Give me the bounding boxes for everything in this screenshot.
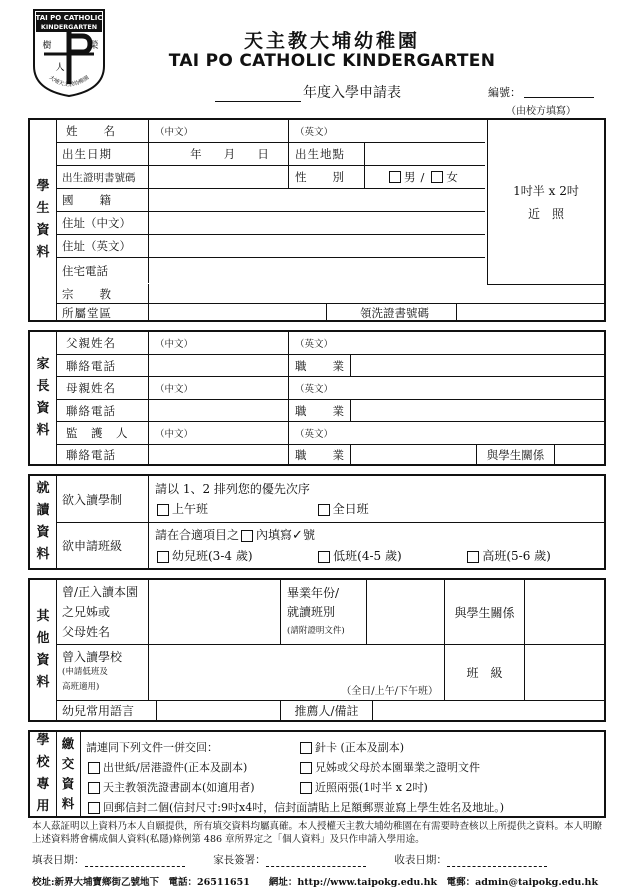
guardian-contact-row <box>56 445 604 464</box>
nationality-label: 國 籍 <box>62 193 112 207</box>
reference-number-label: 編號： <box>488 86 521 99</box>
fill-date-label: 填表日期： <box>32 854 85 866</box>
sibling-relation-field[interactable] <box>524 580 604 644</box>
school-logo <box>30 8 108 98</box>
home-phone-label: 住宅電話 <box>62 263 108 278</box>
k1-checkbox[interactable] <box>157 551 169 563</box>
graduation-label: 畢業年份/ 就讀班別 (請附證明文件) <box>280 580 366 644</box>
guardian-relation-field[interactable] <box>554 445 604 464</box>
k3-label: 高班(5-6 歲) <box>482 549 551 563</box>
class-label: 欲申請班級 <box>62 539 123 553</box>
sibling-row <box>56 580 604 645</box>
student-name-label: 姓 名 <box>66 124 116 138</box>
sibling-proof-checkbox[interactable] <box>300 762 312 774</box>
baptism-cert-checkbox[interactable] <box>88 782 100 794</box>
mother-name-label: 母親姓名 <box>66 381 116 395</box>
address-en-label: 住址（英文） <box>62 239 131 253</box>
guardian-occupation-field[interactable] <box>350 445 476 464</box>
student-name-chinese-field[interactable]: （中文） <box>148 120 288 142</box>
session-hint: 請以 1、2 排列您的優先次序 <box>155 482 310 496</box>
logo-text-top: TAI PO CATHOLIC <box>35 14 103 22</box>
session-options <box>148 476 604 522</box>
father-occupation-label: 職 業 <box>288 355 350 376</box>
father-name-label: 父親姓名 <box>66 336 116 350</box>
logo-text-right: 榮 <box>89 41 99 51</box>
religion-field[interactable] <box>148 284 604 303</box>
home-phone-field[interactable] <box>148 258 485 283</box>
photos-checkbox[interactable] <box>300 782 312 794</box>
year-blank[interactable] <box>215 87 301 102</box>
baptism-number-field[interactable] <box>456 304 604 321</box>
father-contact-row <box>56 355 604 377</box>
student-section <box>28 118 606 322</box>
school-name-chinese: 天主教大埔幼稚園 <box>243 30 420 52</box>
application-section-label: 就 讀 資 料 <box>30 476 57 568</box>
address-en-row <box>56 235 485 258</box>
student-name-english-field[interactable]: （英文） <box>288 120 485 142</box>
logo-text-left: 樹 <box>42 41 52 51</box>
religion-row <box>56 284 604 304</box>
mother-name-chinese-field[interactable]: （中文） <box>148 377 288 399</box>
phone-row <box>56 258 485 283</box>
vaccination-card-checkbox[interactable] <box>300 742 312 754</box>
class-row <box>56 523 604 568</box>
address-cn-label: 住址（中文） <box>62 216 131 230</box>
nationality-row <box>56 189 485 212</box>
father-phone-field[interactable] <box>148 355 288 376</box>
father-name-english-field[interactable]: （英文） <box>288 332 604 354</box>
documents-label: 繳 交 資 料 <box>56 732 81 816</box>
address-cn-field[interactable] <box>148 212 485 234</box>
father-name-chinese-field[interactable]: （中文） <box>148 332 288 354</box>
guardian-phone-field[interactable] <box>148 445 288 464</box>
sex-options: 男 / 女 <box>364 166 485 188</box>
mother-phone-field[interactable] <box>148 400 288 421</box>
mother-contact-row <box>56 400 604 422</box>
mother-name-english-field[interactable]: （英文） <box>288 377 604 399</box>
parish-field[interactable] <box>148 304 326 321</box>
other-section <box>28 578 606 722</box>
birthplace-label: 出生地點 <box>288 143 364 165</box>
contact-info: 校址:新界大埔寶鄉街乙號地下 電話：26511651 網址：http://www.taipokg.edu.hk 電郵：admin@taipokg.edu.hk <box>32 877 599 888</box>
language-label: 幼兒常用語言 <box>62 704 135 718</box>
documents-checklist: 請連同下列文件一併交回： 針卡 (正本及副本) 出世紙/居港證件(正本及副本) 兄姊或父母於本園畢業之證明文件 天主教領洗證書副本(如適用者) 近照兩張(1吋半 x 2吋) 回郵信封二個(信封尺寸:9吋x4吋，信封面請貼上足額郵票並寫上學生姓名及地址。) <box>86 741 504 814</box>
sibling-label: 曾/正入讀本園 之兄姊或 父母姓名 <box>62 585 139 639</box>
declaration-text: 本人茲証明以上資料乃本人自願提供，所有填交資料均屬真確。本人授權天主教大埔幼稚園在有需要時查核以上所提供之資料。本人明瞭上述資料將會構成個人資料(私隱)條例第 486 章所界定之「個人資料」及只作申請入學用途。 <box>32 821 603 845</box>
dob-field[interactable]: 年 月 日 <box>148 143 288 165</box>
application-section <box>28 474 606 570</box>
dob-label: 出生日期 <box>62 147 112 161</box>
nationality-field[interactable] <box>148 189 485 211</box>
k2-checkbox[interactable] <box>318 551 330 563</box>
photo-label-text: 近 照 <box>527 207 564 221</box>
am-session-checkbox[interactable] <box>157 504 169 516</box>
father-name-row <box>56 332 604 355</box>
referrer-field[interactable] <box>372 701 604 720</box>
birth-cert-checkbox[interactable] <box>88 762 100 774</box>
previous-school-field[interactable]: （全日/上午/下午班） <box>148 645 444 700</box>
birth-cert-label: 出生證明書號碼 <box>62 171 136 184</box>
photo-size-text: 1吋半 x 2吋 <box>513 184 579 198</box>
parish-label: 所屬堂區 <box>62 305 112 320</box>
guardian-name-chinese-field[interactable]: （中文） <box>148 422 288 444</box>
language-row <box>56 701 604 720</box>
student-name-row <box>56 120 485 143</box>
school-use-section-label: 學 校 專 用 <box>30 732 57 816</box>
k2-label: 低班(4-5 歲) <box>333 549 402 563</box>
student-section-label: 學 生 資 料 <box>30 120 57 320</box>
previous-grade-label: 班 級 <box>444 645 524 700</box>
form-title-text: 年度入學申請表 <box>303 85 401 101</box>
guardian-name-row <box>56 422 604 445</box>
father-occupation-field[interactable] <box>350 355 604 376</box>
sibling-relation-label: 與學生關係 <box>444 580 524 644</box>
sibling-name-field[interactable] <box>148 580 280 644</box>
whole-day-checkbox[interactable] <box>318 504 330 516</box>
session-label: 欲入讀學制 <box>62 492 123 507</box>
guardian-phone-label: 聯絡電話 <box>66 447 116 462</box>
previous-school-label: 曾入讀學校 (申請低班及 高班適用) <box>62 650 123 692</box>
father-phone-label: 聯絡電話 <box>66 358 116 373</box>
logo-text-center: 人 <box>55 63 65 73</box>
other-section-label: 其 他 資 料 <box>30 580 57 720</box>
birth-cert-field[interactable] <box>148 166 288 188</box>
form-title <box>215 82 401 102</box>
referrer-label: 推薦人/備註 <box>280 701 372 720</box>
k1-label: 幼兒班(3-4 歲) <box>172 549 253 563</box>
signature-row <box>32 852 606 867</box>
parish-row <box>56 304 604 321</box>
class-hint: 請在合適項目之 內填寫✓號 <box>155 528 315 543</box>
mother-phone-label: 聯絡電話 <box>66 403 116 418</box>
photo-box[interactable] <box>487 120 604 285</box>
envelope-checkbox[interactable] <box>88 802 100 814</box>
reference-number-field[interactable] <box>524 97 594 98</box>
previous-grade-field[interactable] <box>524 645 604 700</box>
guardian-occupation-label: 職 業 <box>288 445 350 464</box>
female-checkbox[interactable] <box>431 171 443 183</box>
guardian-relation-label: 與學生關係 <box>476 445 554 464</box>
parents-section <box>28 330 606 466</box>
guardian-name-label: 監 護 人 <box>66 426 129 440</box>
fill-date-field[interactable] <box>85 855 185 867</box>
mother-occupation-field[interactable] <box>350 400 604 421</box>
logo-text-circle: 大埔天主教幼稚園 <box>47 74 91 89</box>
language-field[interactable] <box>156 701 280 720</box>
school-use-section <box>28 730 606 818</box>
reference-number-note: （由校方填寫） <box>506 106 576 117</box>
address-en-field[interactable] <box>148 235 485 257</box>
whole-day-label: 全日班 <box>332 502 369 516</box>
class-options <box>148 523 604 568</box>
mother-name-row <box>56 377 604 400</box>
male-checkbox[interactable] <box>389 171 401 183</box>
sex-label: 性 別 <box>288 166 364 188</box>
parent-signature-field[interactable] <box>266 855 366 867</box>
logo-text-bottom: KINDERGARTEN <box>40 23 98 31</box>
k3-checkbox[interactable] <box>467 551 479 563</box>
parents-section-label: 家 長 資 料 <box>30 332 57 464</box>
birth-cert-row <box>56 166 485 189</box>
baptism-number-label: 領洗證書號碼 <box>326 304 456 321</box>
address-cn-row <box>56 212 485 235</box>
mother-occupation-label: 職 業 <box>288 400 350 421</box>
religion-label: 宗 教 <box>62 286 112 301</box>
previous-school-row <box>56 645 604 701</box>
documents-instruction: 請連同下列文件一併交回： <box>86 741 218 754</box>
am-session-label: 上午班 <box>172 502 209 516</box>
guardian-name-english-field[interactable]: （英文） <box>288 422 604 444</box>
school-name-english: TAI PO CATHOLIC KINDERGARTEN <box>168 51 496 71</box>
received-date-label: 收表日期： <box>394 854 447 866</box>
graduation-field[interactable] <box>366 580 444 644</box>
dob-row <box>56 143 485 166</box>
parent-signature-label: 家長簽署： <box>213 854 266 866</box>
received-date-field[interactable] <box>447 855 547 867</box>
session-row <box>56 476 604 523</box>
birthplace-field[interactable] <box>364 143 485 165</box>
